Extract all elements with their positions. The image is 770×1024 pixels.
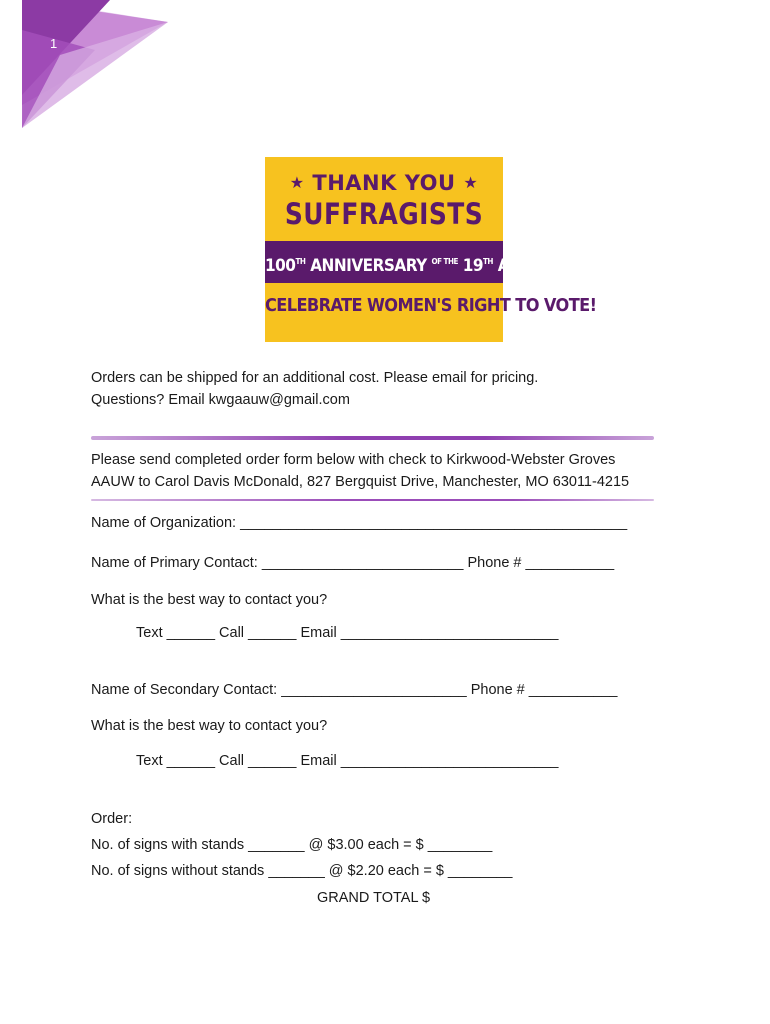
grand-total[interactable]: GRAND TOTAL $ [317, 890, 431, 906]
order-heading: Order: [91, 811, 133, 827]
signs-without-stands-field[interactable]: No. of signs without stands _______ @ $2.20 each = $ ________ [91, 863, 513, 879]
star-icon: ★ [463, 173, 479, 192]
questions-email: Questions? Email kwgaauw@gmail.com [91, 392, 350, 408]
contact-question-1: What is the best way to contact you? [91, 592, 328, 608]
shipping-note: Orders can be shipped for an additional cost. Please email for pricing. [91, 370, 539, 386]
logo-thank-you: ★ THANK YOU ★ [289, 171, 479, 195]
corner-decoration [0, 0, 180, 140]
contact-options-1[interactable]: Text ______ Call ______ Email ___________________________ [136, 625, 559, 641]
contact-question-2: What is the best way to contact you? [91, 718, 328, 734]
organization-field[interactable]: Name of Organization: ________________________________________________ [91, 515, 628, 531]
secondary-contact-field[interactable]: Name of Secondary Contact: _______________________ Phone # ___________ [91, 682, 618, 698]
signs-with-stands-field[interactable]: No. of signs with stands _______ @ $3.00 each = $ ________ [91, 837, 493, 853]
logo-suffragists: SUFFRAGISTS [284, 197, 484, 231]
instructions-line-2: AAUW to Carol Davis McDonald, 827 Bergquist Drive, Manchester, MO 63011-4215 [91, 474, 630, 490]
page-number: 1 [50, 36, 58, 51]
divider [91, 499, 654, 501]
divider [91, 436, 654, 440]
logo-anniversary-band: 100TH ANNIVERSARY $^{OF THE}$ 19TH AMENDMENT [265, 241, 503, 283]
instructions-line-1: Please send completed order form below with check to Kirkwood-Webster Groves [91, 452, 616, 468]
primary-contact-field[interactable]: Name of Primary Contact: _________________________ Phone # ___________ [91, 555, 615, 571]
star-icon: ★ [289, 173, 305, 192]
contact-options-2[interactable]: Text ______ Call ______ Email ___________________________ [136, 753, 559, 769]
logo-celebrate: CELEBRATE WOMEN'S RIGHT TO VOTE! [265, 295, 597, 316]
suffragists-logo [265, 157, 606, 342]
